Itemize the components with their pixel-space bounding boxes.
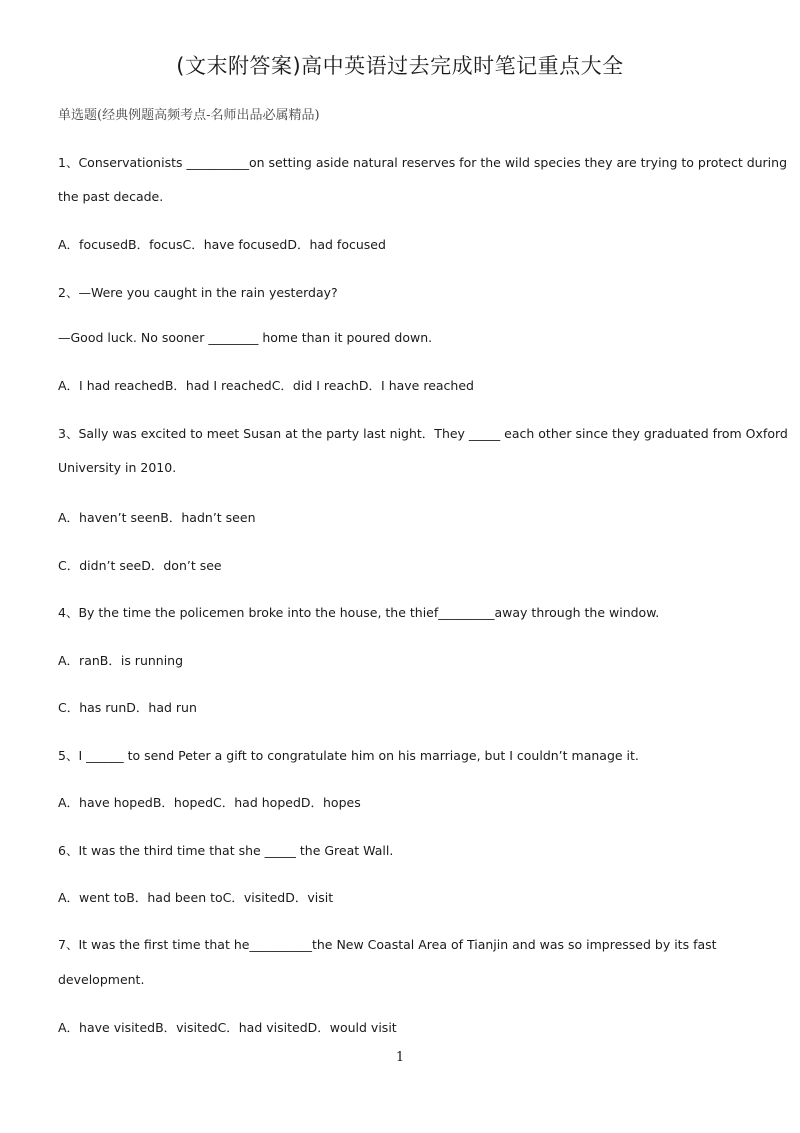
question-1-stem-cont: the past decade.	[58, 189, 164, 204]
question-6-options: A．went toB．had been toC．visitedD．visit	[58, 890, 334, 905]
question-6-stem: 6、It was the third time that she _____ the Great Wall.	[58, 843, 394, 858]
question-4-options-ab: A．ranB．is running	[58, 653, 184, 668]
question-2-options: A．I had reachedB．had I reachedC．did I reachD．I have reached	[58, 378, 474, 393]
page-number: 1	[395, 1050, 405, 1065]
document-title: (文末附答案)高中英语过去完成时笔记重点大全	[176, 54, 624, 78]
question-7-options: A．have visitedB．visitedC．had visitedD．would visit	[58, 1020, 397, 1035]
question-3-stem: 3、Sally was excited to meet Susan at the party last night．They _____ each other since they graduated from Oxford	[58, 426, 788, 441]
question-3-stem-cont: University in 2010.	[58, 460, 177, 475]
question-5-stem: 5、I ______ to send Peter a gift to congratulate him on his marriage, but I couldn’t manage it.	[58, 748, 639, 763]
question-7-stem-cont: development.	[58, 972, 145, 987]
question-4-stem: 4、By the time the policemen broke into the house, the thief_________away through the window.	[58, 605, 660, 620]
question-1-options: A．focusedB．focusC．have focusedD．had focused	[58, 237, 386, 252]
question-1-stem: 1、Conservationists __________on setting aside natural reserves for the wild species they are trying to protect during	[58, 155, 788, 170]
section-label: 单选题(经典例题高频考点-名师出品必属精品)	[58, 108, 320, 123]
question-2-stem-cont: —Good luck. No sooner ________ home than it poured down.	[58, 330, 433, 345]
question-5-options: A．have hopedB．hopedC．had hopedD．hopes	[58, 795, 361, 810]
question-2-stem: 2、—Were you caught in the rain yesterday?	[58, 285, 338, 300]
question-7-stem: 7、It was the first time that he__________the New Coastal Area of Tianjin and was so impressed by its fast	[58, 937, 717, 952]
question-3-options-cd: C．didn’t seeD．don’t see	[58, 558, 222, 573]
question-4-options-cd: C．has runD．had run	[58, 700, 197, 715]
question-3-options-ab: A．haven’t seenB．hadn’t seen	[58, 510, 256, 525]
